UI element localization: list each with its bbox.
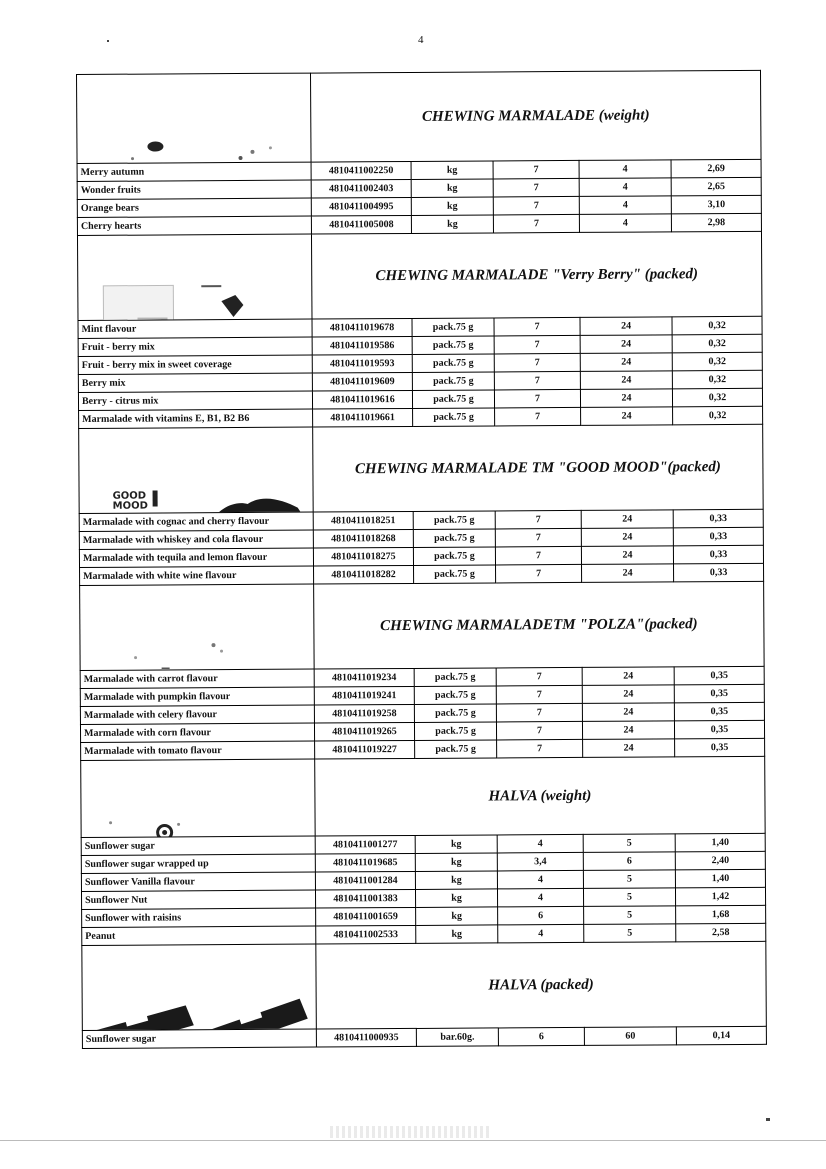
product-code: 4810411019616 [312, 390, 412, 409]
price: 1,68 [676, 905, 766, 924]
product-name: Berry - citrus mix [78, 391, 312, 410]
price: 0,32 [672, 316, 762, 335]
price: 2,65 [671, 177, 761, 196]
package-unit: pack.75 g [413, 547, 495, 566]
product-code: 4810411001277 [315, 835, 415, 854]
package-unit: kg [411, 161, 493, 180]
package-unit: bar.60g. [416, 1028, 498, 1047]
pack-quantity: 24 [580, 353, 672, 372]
product-name: Cherry hearts [77, 216, 311, 235]
package-unit: pack.75 g [414, 668, 496, 687]
product-code: 4810411019265 [314, 722, 414, 741]
package-unit: pack.75 g [414, 565, 496, 584]
pack-quantity: 24 [582, 564, 674, 583]
price: 3,10 [671, 195, 761, 214]
product-code: 4810411001659 [316, 907, 416, 926]
scan-speck [766, 1118, 770, 1121]
price: 2,69 [671, 159, 761, 178]
shelf-life: 7 [494, 371, 580, 390]
product-name: Mint flavour [78, 319, 312, 338]
product-code: 4810411019678 [312, 318, 412, 337]
product-name: Sunflower with raisins [82, 908, 316, 927]
package-unit: kg [416, 907, 498, 926]
product-name: Merry autumn [77, 162, 311, 181]
price: 1,40 [675, 833, 765, 852]
product-code: 4810411019258 [314, 704, 414, 723]
pack-quantity: 60 [584, 1027, 676, 1046]
pack-quantity: 24 [581, 407, 673, 426]
section-title: CHEWING MARMALADE (weight) [310, 70, 761, 162]
package-unit: pack.75 g [412, 390, 494, 409]
marmalade-packs-image [77, 234, 312, 320]
shelf-life: 7 [496, 564, 582, 583]
svg-text:GOOD: GOOD [112, 490, 147, 502]
product-code: 4810411019234 [314, 668, 414, 687]
pack-quantity: 24 [581, 510, 673, 529]
shelf-life: 7 [495, 528, 581, 547]
section-header-row [77, 70, 762, 163]
pack-quantity: 4 [579, 196, 671, 215]
package-unit: pack.75 g [413, 511, 495, 530]
product-name: Marmalade with whiskey and cola flavour [79, 530, 313, 549]
shelf-life: 7 [496, 721, 582, 740]
section-title: CHEWING MARMALADETM "POLZA"(packed) [314, 581, 765, 669]
shelf-life: 7 [497, 739, 583, 758]
pack-quantity: 4 [579, 160, 671, 179]
package-unit: pack.75 g [412, 354, 494, 373]
product-name: Orange bears [77, 198, 311, 217]
pack-quantity: 24 [583, 739, 675, 758]
halva-bars-image [82, 944, 317, 1030]
price: 1,40 [675, 869, 765, 888]
shelf-life: 7 [494, 389, 580, 408]
pack-quantity: 24 [581, 528, 673, 547]
section-header-row [80, 581, 765, 670]
shelf-life: 7 [495, 510, 581, 529]
package-unit: kg [415, 835, 497, 854]
price: 0,35 [674, 702, 764, 721]
product-name: Sunflower sugar wrapped up [81, 854, 315, 873]
shelf-life: 7 [494, 317, 580, 336]
product-code: 4810411018275 [313, 547, 413, 566]
package-unit: pack.75 g [414, 722, 496, 741]
product-name: Marmalade with celery flavour [80, 705, 314, 724]
marmalade-pieces-image [77, 73, 312, 163]
product-code: 4810411019241 [314, 686, 414, 705]
pack-quantity: 24 [580, 371, 672, 390]
section-title: CHEWING MARMALADE TM "GOOD MOOD"(packed) [313, 424, 764, 512]
pack-quantity: 24 [582, 667, 674, 686]
scan-smudge [330, 1126, 490, 1138]
product-code: 4810411019685 [315, 853, 415, 872]
polza-pieces-image [80, 584, 315, 670]
section-header-row [77, 231, 762, 320]
product-name: Sunflower sugar [82, 1029, 316, 1048]
price: 0,33 [673, 545, 763, 564]
shelf-life: 7 [494, 353, 580, 372]
product-code: 4810411018268 [313, 529, 413, 548]
package-unit: kg [416, 925, 498, 944]
shelf-life: 7 [493, 178, 579, 197]
shelf-life: 7 [495, 407, 581, 426]
shelf-life: 7 [493, 196, 579, 215]
price: 0,32 [672, 370, 762, 389]
package-unit: pack.75 g [412, 372, 494, 391]
product-code: 4810411001284 [315, 871, 415, 890]
page-number: 4 [418, 34, 424, 46]
package-unit: kg [415, 871, 497, 890]
product-name: Wonder fruits [77, 180, 311, 199]
product-code: 4810411019609 [312, 372, 412, 391]
shelf-life: 7 [493, 214, 579, 233]
product-name: Marmalade with white wine flavour [80, 566, 314, 585]
shelf-life: 6 [498, 906, 584, 925]
price: 0,35 [675, 738, 765, 757]
shelf-life: 4 [497, 870, 583, 889]
price: 0,32 [672, 388, 762, 407]
package-unit: kg [411, 215, 493, 234]
package-unit: pack.75 g [412, 336, 494, 355]
price: 0,32 [672, 352, 762, 371]
product-code: 4810411002403 [311, 179, 411, 198]
product-code: 4810411002250 [311, 161, 411, 180]
product-name: Sunflower sugar [81, 836, 315, 855]
product-name: Marmalade with corn flavour [80, 723, 314, 742]
package-unit: kg [411, 179, 493, 198]
shelf-life: 4 [498, 924, 584, 943]
scan-speck [107, 40, 109, 42]
pack-quantity: 24 [580, 335, 672, 354]
pack-quantity: 24 [581, 546, 673, 565]
price: 0,32 [672, 334, 762, 353]
package-unit: pack.75 g [415, 740, 497, 759]
product-name: Peanut [82, 926, 316, 945]
package-unit: kg [415, 853, 497, 872]
price: 2,98 [671, 213, 761, 232]
shelf-life: 7 [495, 546, 581, 565]
pack-quantity: 5 [583, 870, 675, 889]
price: 0,32 [673, 406, 763, 425]
product-name: Marmalade with tomato flavour [81, 741, 315, 760]
price: 0,33 [674, 563, 764, 582]
package-unit: pack.75 g [414, 704, 496, 723]
shelf-life: 7 [496, 685, 582, 704]
package-unit: pack.75 g [414, 686, 496, 705]
pack-quantity: 24 [582, 721, 674, 740]
package-unit: kg [415, 889, 497, 908]
svg-text:MOOD: MOOD [112, 500, 148, 512]
halva-piece-image [81, 759, 315, 837]
package-unit: pack.75 g [413, 529, 495, 548]
package-unit: kg [411, 197, 493, 216]
scan-edge-line [0, 1140, 826, 1141]
price: 0,35 [674, 684, 764, 703]
price: 1,42 [675, 887, 765, 906]
product-code: 4810411004995 [311, 197, 411, 216]
section-header-row [81, 756, 765, 837]
product-name: Sunflower Vanilla flavour [81, 872, 315, 891]
shelf-life: 4 [497, 888, 583, 907]
price: 0,35 [674, 666, 764, 685]
package-unit: pack.75 g [412, 318, 494, 337]
price: 0,33 [673, 509, 763, 528]
product-code: 4810411019586 [312, 336, 412, 355]
product-code: 4810411018282 [314, 565, 414, 584]
pack-quantity: 24 [580, 389, 672, 408]
price: 2,40 [675, 851, 765, 870]
product-code: 4810411005008 [311, 215, 411, 234]
pack-quantity: 24 [582, 703, 674, 722]
shelf-life: 6 [498, 1027, 584, 1046]
catalog-table [76, 70, 767, 1049]
pack-quantity: 6 [583, 852, 675, 871]
price: 0,33 [673, 527, 763, 546]
product-name: Marmalade with cognac and cherry flavour [79, 512, 313, 531]
pack-quantity: 5 [583, 834, 675, 853]
section-header-row [82, 941, 767, 1030]
pack-quantity: 5 [584, 924, 676, 943]
product-name: Marmalade with carrot flavour [80, 669, 314, 688]
good-mood-logo-image [79, 427, 314, 513]
product-name: Sunflower Nut [81, 890, 315, 909]
section-title: HALVA (weight) [315, 756, 765, 836]
pack-quantity: 5 [583, 888, 675, 907]
package-unit: pack.75 g [413, 408, 495, 427]
section-title: HALVA (packed) [316, 941, 767, 1029]
product-code: 4810411001383 [315, 889, 415, 908]
product-name: Marmalade with vitamins E, B1, B2 B6 [79, 409, 313, 428]
shelf-life: 7 [493, 160, 579, 179]
catalog-sheet [76, 70, 766, 1049]
price: 0,14 [676, 1026, 766, 1045]
product-code: 4810411019661 [313, 408, 413, 427]
section-title: CHEWING MARMALADE "Verry Berry" (packed) [311, 231, 762, 319]
product-code: 4810411002533 [316, 925, 416, 944]
shelf-life: 7 [496, 703, 582, 722]
pack-quantity: 24 [582, 685, 674, 704]
product-code: 4810411019227 [315, 740, 415, 759]
price: 0,35 [674, 720, 764, 739]
pack-quantity: 4 [579, 214, 671, 233]
product-name: Berry mix [78, 373, 312, 392]
product-code: 4810411018251 [313, 511, 413, 530]
product-code: 4810411000935 [316, 1028, 416, 1047]
shelf-life: 7 [496, 667, 582, 686]
shelf-life: 3,4 [497, 852, 583, 871]
shelf-life: 7 [494, 335, 580, 354]
product-name: Fruit - berry mix [78, 337, 312, 356]
shelf-life: 4 [497, 834, 583, 853]
pack-quantity: 4 [579, 178, 671, 197]
pack-quantity: 5 [584, 906, 676, 925]
product-name: Fruit - berry mix in sweet coverage [78, 355, 312, 374]
price: 2,58 [676, 923, 766, 942]
product-name: Marmalade with tequila and lemon flavour [79, 548, 313, 567]
pack-quantity: 24 [580, 317, 672, 336]
product-code: 4810411019593 [312, 354, 412, 373]
product-name: Marmalade with pumpkin flavour [80, 687, 314, 706]
section-header-row [79, 424, 764, 513]
